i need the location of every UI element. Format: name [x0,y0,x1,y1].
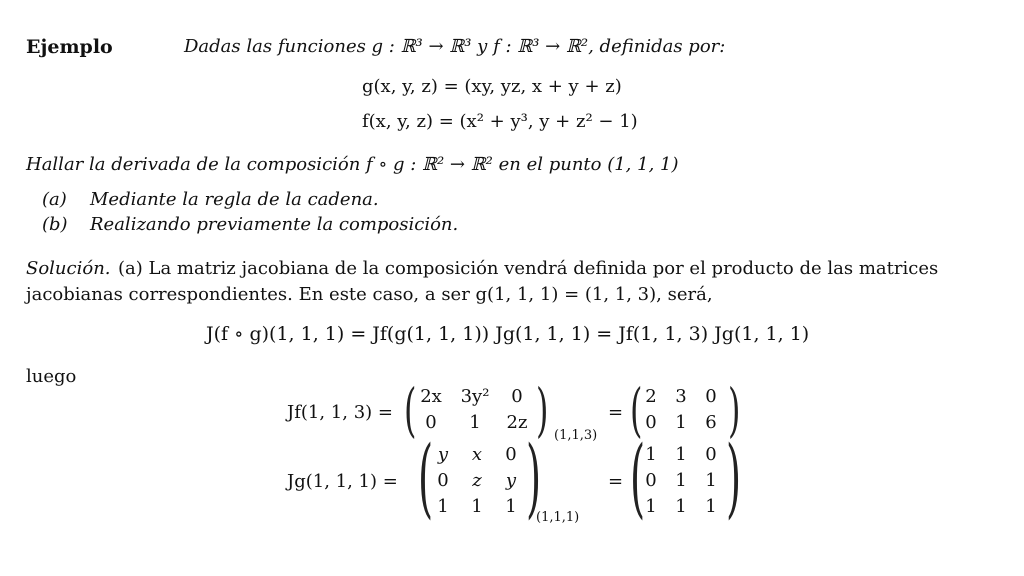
left-paren: ( [630,376,643,444]
jg-numeric-matrix [630,428,742,528]
jf-equals: = [608,402,624,423]
matrix-cell: 1 [675,412,687,433]
solution-line2: jacobianas correspondientes. En este caso, a ser g(1, 1, 1) = (1, 1, 3), será, [26,284,713,305]
matrix-cell: 0 [705,444,717,465]
matrix-cell: 0 [645,412,657,433]
matrix-cell: 0 [425,412,437,433]
left-paren: ( [418,428,434,528]
jf-lhs: Jf(1, 1, 3) = [287,402,393,423]
jg-equals: = [608,471,624,492]
solution-line1: (a) La matriz jacobiana de la composición vendrá definida por el producto de las matrices [118,258,939,279]
item-b-text: Realizando previamente la composición. [90,214,459,235]
matrix-cell: 0 [705,386,717,407]
matrix-cell: 1 [675,496,687,517]
matrix-cell: 2z [506,412,528,433]
f-definition: f(x, y, z) = (x² + y³, y + z² − 1) [362,111,638,132]
matrix-cell: 3y² [460,386,490,407]
task-text: Hallar la derivada de la composición f ∘ g : ℝ² → ℝ² en el punto (1, 1, 1) [26,154,679,175]
item-b-label: (b) [42,214,68,235]
matrix-cell: 2x [420,386,442,407]
jg-lhs: Jg(1, 1, 1) = [287,471,398,492]
right-paren: ) [728,376,741,444]
matrix-cell: 6 [705,412,717,433]
right-paren: ) [726,428,742,528]
matrix-cell: z [472,470,482,491]
matrix-cell: 0 [437,470,449,491]
jg-symbolic-matrix [418,428,548,528]
matrix-cell: 1 [645,496,657,517]
matrix-cell: 1 [437,496,449,517]
jg-point-subscript: (1,1,1) [536,510,580,525]
right-paren: ) [526,428,542,528]
luego-text: luego [26,366,77,387]
matrix-cell: 0 [505,444,517,465]
g-definition: g(x, y, z) = (xy, yz, x + y + z) [362,76,622,97]
matrix-cell: 1 [705,496,717,517]
matrix-cell: 1 [705,470,717,491]
item-a-label: (a) [42,189,67,210]
composition-formula: J(f ∘ g)(1, 1, 1) = Jf(g(1, 1, 1)) Jg(1, 1, 1) = Jf(1, 1, 3) Jg(1, 1, 1) [206,323,810,345]
left-paren: ( [404,376,417,444]
left-paren: ( [630,428,646,528]
intro-text: Dadas las funciones g : ℝ³ → ℝ³ y f : ℝ³ → ℝ², definidas por: [184,36,726,57]
matrix-cell: 2 [645,386,657,407]
jf-numeric-matrix [630,376,741,444]
matrix-cell: 1 [505,496,517,517]
matrix-cell: y [437,444,449,465]
matrix-cell: 0 [511,386,523,407]
matrix-cell: 1 [469,412,481,433]
example-label: Ejemplo [26,36,113,58]
matrix-cell: 1 [675,444,687,465]
solution-label: Solución. [26,258,111,279]
matrix-cell: y [505,470,517,491]
matrix-cell: 1 [471,496,483,517]
matrix-cell: 1 [645,444,657,465]
jf-point-subscript: (1,1,3) [554,428,598,443]
item-a-text: Mediante la regla de la cadena. [90,189,379,210]
matrix-cell: x [471,444,483,465]
matrix-cell: 1 [675,470,687,491]
right-paren: ) [536,376,549,444]
matrix-cell: 0 [645,470,657,491]
matrix-cell: 3 [675,386,687,407]
